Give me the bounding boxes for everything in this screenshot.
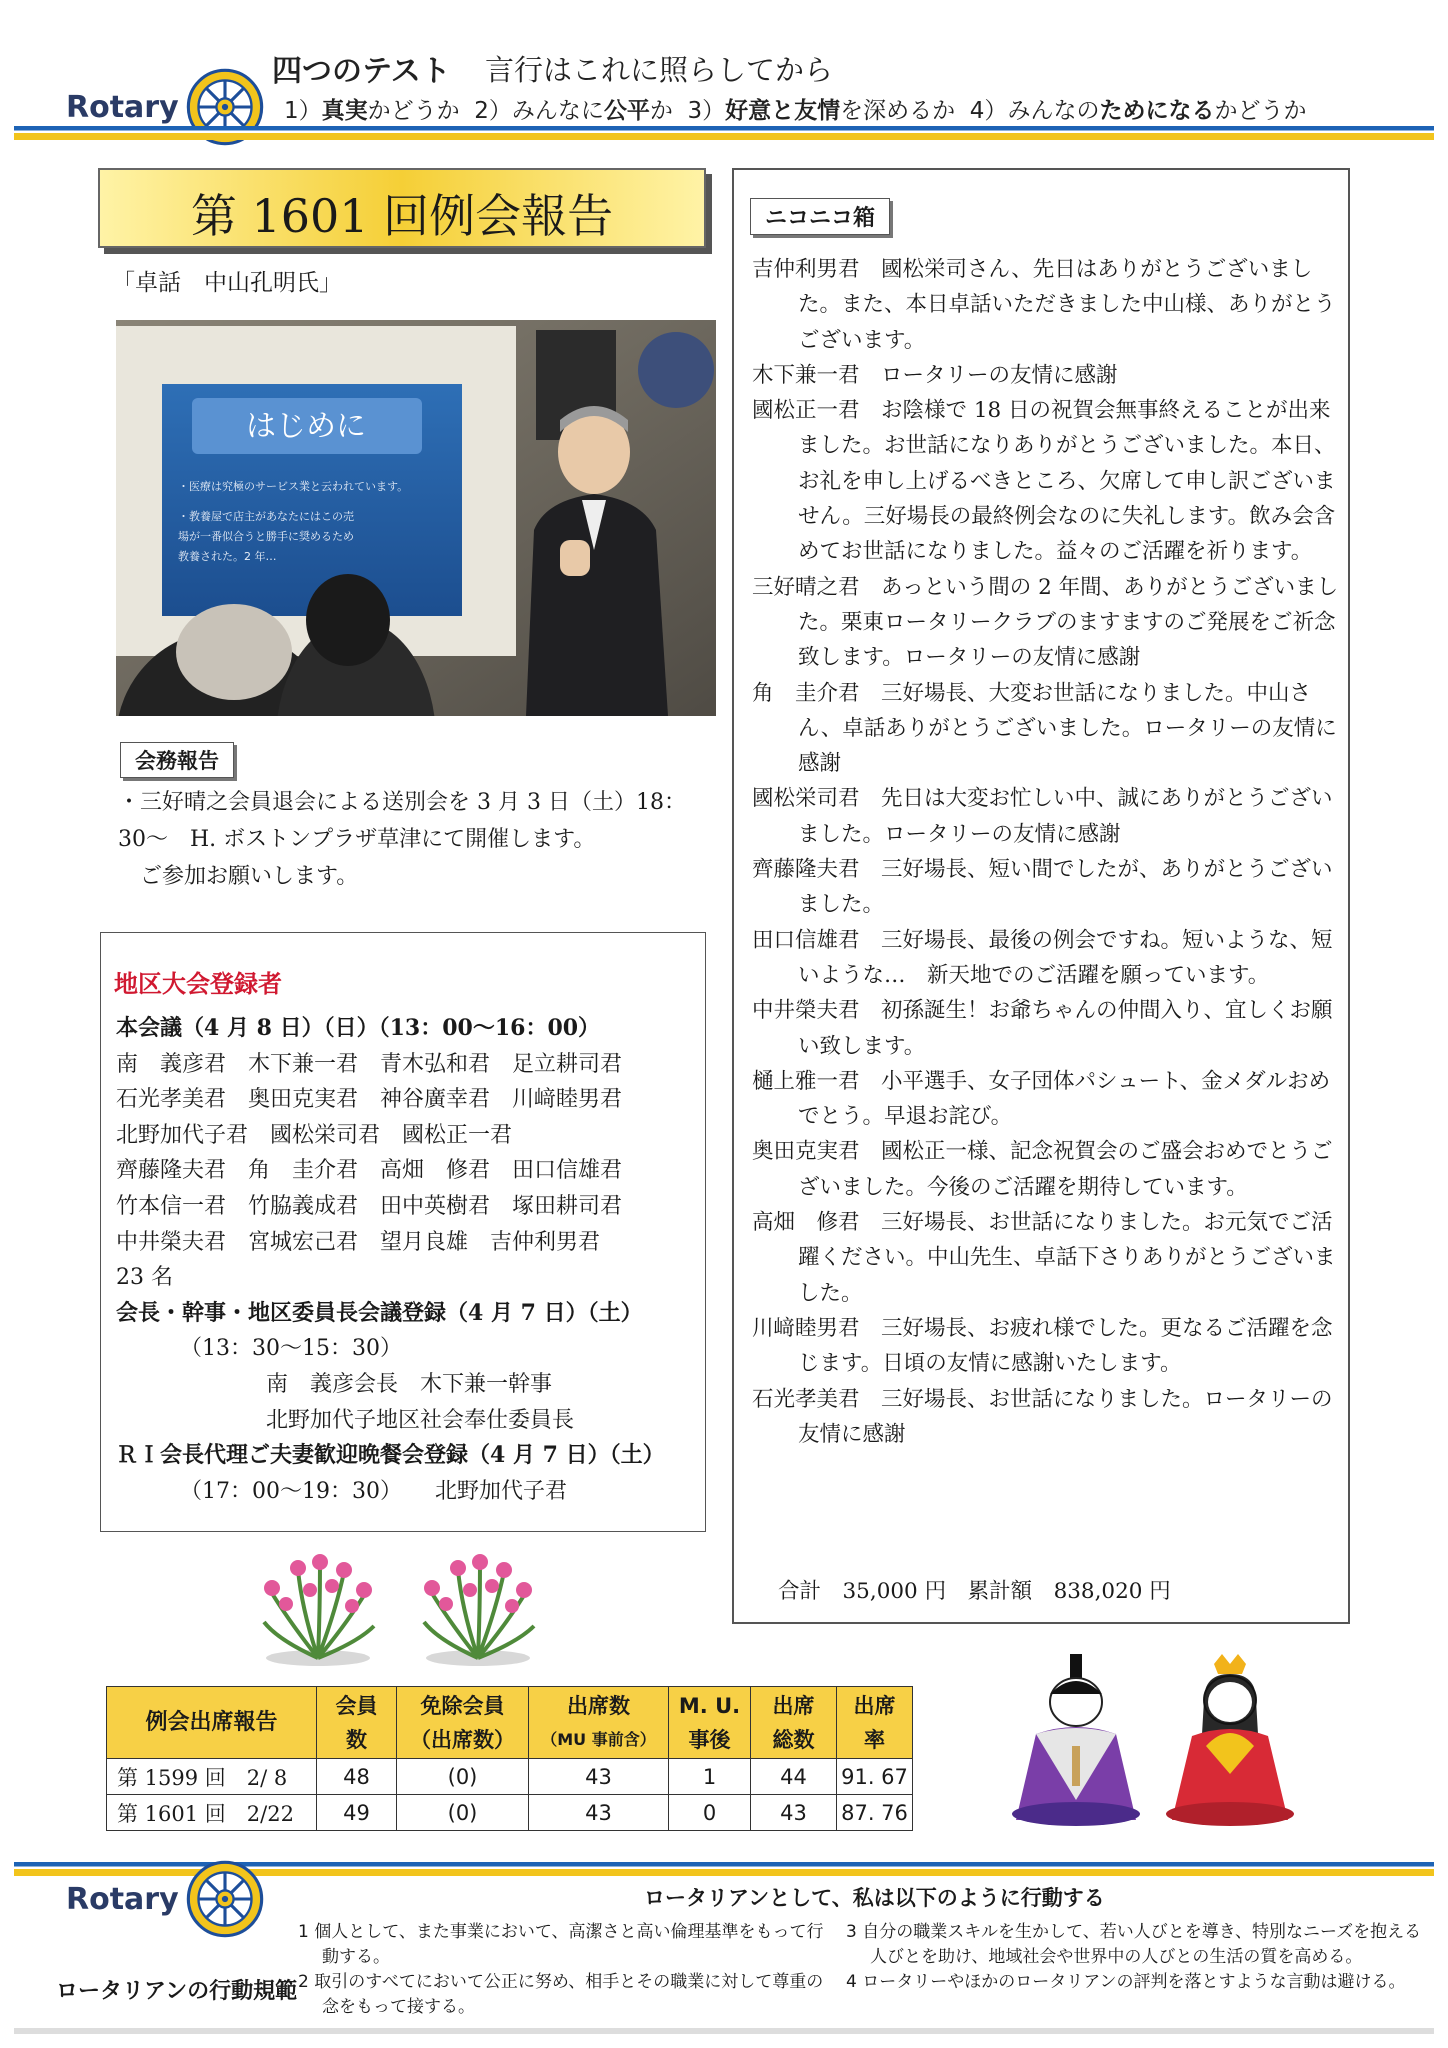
registration-line: （17：00～19：30） 北野加代子君 [180,1478,567,1504]
business-report-text [118,784,718,895]
list-item: 齊藤隆夫君 三好場長、短い間でしたが、ありがとうございました。 [752,857,1333,918]
slide-title: はじめに [246,409,366,444]
business-report-label: 会務報告 [120,742,234,778]
registration-line: 北野加代子地区社会奉仕委員長 [266,1407,575,1433]
registration-line: 北野加代子君 國松栄司君 國松正一君 [116,1122,513,1148]
registration-heading: 本会議（4 月 8 日）（日）（13：00～16：00） [116,1015,601,1041]
slide-line-3: 場が一番似合うと勝手に奨めるため [178,530,354,543]
header-members: 会員 数 [317,1687,397,1759]
flower-decoration-icon [258,1550,638,1670]
code-item: 4 ロータリーやほかのロータリアンの評判を落とすような言動は避ける。 [846,1972,1406,1992]
header-mu: M. U. 事後 [669,1687,751,1759]
four-way-test-list: 1）真実かどうか 2）みんなに公平か 3）好意と友情を深めるか 4）みんなのためになるかどうか [284,98,1307,124]
registration-line: 竹本信一君 竹脇義成君 田中英樹君 塚田耕司君 [116,1193,623,1219]
business-line: 30～ H. ボストンプラザ草津にて開催します。 [118,827,596,852]
registration-heading: ＲＩ会長代理ご夫妻歓迎晩餐会登録（4 月 7 日）（土） [116,1442,665,1469]
list-item: 田口信雄君 三好場長、最後の例会ですね。短いような、短いような… 新天地でのご活躍を願っています。 [752,927,1333,988]
four-way-test-title: 四つのテスト [272,54,451,89]
registration-line: 23 名 [116,1265,173,1291]
report-title-box [98,168,706,248]
registration-line: 齊藤隆夫君 角 圭介君 高畑 修君 田口信雄君 [116,1158,623,1184]
table-row: 第 1599 回 2/ 8 48 (0) 43 1 44 91. 67 [107,1759,913,1795]
list-item: 川﨑睦男君 三好場長、お疲れ様でした。更なるご活躍を念じます。日頃の友情に感謝いたします。 [752,1315,1333,1377]
list-item: 樋上雅一君 小平選手、女子団体パシュート、金メダルおめでとう。早退お詫び。 [752,1068,1331,1130]
list-item: 高畑 修君 三好場長、お世話になりました。お元気でご活躍ください。中山先生、卓話下さりありがとうございました。 [752,1210,1336,1306]
registration-line: 南 義彦君 木下兼一君 青木弘和君 足立耕司君 [116,1051,623,1077]
niconico-label: ニコニコ箱 [750,198,890,235]
list-item: 石光孝美君 三好場長、お世話になりました。ロータリーの友情に感謝 [752,1386,1333,1447]
header-stripe [14,126,1434,140]
list-item: 木下兼一君 ロータリーの友情に感謝 [752,362,1118,388]
speaker-photo [116,320,716,716]
slide-line-2: ・教養屋で店主があなたにはこの売 [178,510,354,523]
attendance-table [106,1686,913,1831]
attendance-header: 例会出席報告 [107,1687,317,1759]
speech-caption: 「卓話 中山孔明氏」 [112,270,342,296]
header-exempt: 免除会員 （出席数） [397,1687,529,1759]
footer-rotary-wheel-icon [186,1860,264,1938]
code-item: 3 自分の職業スキルを生かして、若い人びとを導き、特別なニーズを抱える人びとを助け、地域社会や世界中の人びとの生活の質を高める。 [846,1922,1422,1967]
list-item: 吉仲利男君 國松栄司さん、先日はありがとうございました。また、本日卓話いただきました中山様、ありがとうございます。 [752,257,1336,353]
code-right-column [846,1920,1426,1995]
header-attendance: 出席数 （MU 事前含） [529,1687,669,1759]
business-line: ・三好晴之会員退会による送別会を 3 月 3 日（土）18： [118,790,686,815]
registration-line: 南 義彦会長 木下兼一幹事 [266,1371,553,1397]
registration-line: （13：30～15：30） [180,1336,402,1362]
bottom-rule [14,2028,1434,2034]
slide-line-1: ・医療は究極のサービス業と云われています。 [178,480,409,493]
niconico-total: 合計 35,000 円 累計額 838,020 円 [778,1579,1171,1604]
list-item: 中井榮夫君 初孫誕生！お爺ちゃんの仲間入り、宜しくお願い致します。 [752,998,1333,1059]
report-title: 第 1601 回例会報告 [190,189,614,243]
code-item: 2 取引のすべてにおいて公正に努め、相手とその職業に対して尊重の念をもって接する。 [298,1972,824,2017]
header-total: 出席 総数 [751,1687,837,1759]
slide-line-4: 教養された。2 年… [178,550,277,563]
table-row: 第 1601 回 2/22 49 (0) 43 0 43 87. 76 [107,1795,913,1831]
business-line: ご参加お願いします。 [118,864,359,889]
presentation-scene-image [116,320,716,716]
code-left-column [298,1920,828,2020]
list-item: 奥田克実君 國松正一様、記念祝賀会のご盛会おめでとうございました。今後のご活躍を期待しています。 [752,1139,1333,1200]
header-rate: 出席 率 [837,1687,913,1759]
code-of-conduct-title: ロータリアンとして、私は以下のように行動する [644,1886,1105,1910]
four-way-test-subtitle: 言行はこれに照らしてから [485,53,834,87]
rotary-logo-text: Rotary [66,90,179,125]
list-item: 三好晴之君 あっという間の 2 年間、ありがとうございました。栗東ロータリークラブのますますのご発展をご祈念致します。ロータリーの友情に感謝 [752,574,1339,671]
registration-line: 石光孝美君 奥田克実君 神谷廣幸君 川﨑睦男君 [116,1087,623,1113]
niconico-list [752,252,1342,1452]
registration-heading: 会長・幹事・地区委員長会議登録（4 月 7 日）（土） [116,1299,643,1326]
footer-rotary-text: Rotary [66,1882,179,1917]
hina-dolls-icon [996,1650,1316,1830]
code-item: 1 個人として、また事業において、高潔さと高い倫理基準をもって行動する。 [298,1922,824,1967]
registration-list [116,1011,706,1509]
registration-title: 地区大会登録者 [114,970,282,998]
code-of-conduct-label: ロータリアンの行動規範 [56,1979,298,2004]
registration-line: 中井榮夫君 宮城宏己君 望月良雄 吉仲利男君 [116,1229,601,1255]
list-item: 角 圭介君 三好場長、大変お世話になりました。中山さん、卓話ありがとうございました。ロータリーの友情に感謝 [752,680,1337,777]
list-item: 國松栄司君 先日は大変お忙しい中、誠にありがとうございました。ロータリーの友情に感謝 [752,786,1333,847]
list-item: 國松正一君 お陰様で 18 日の祝賀会無事終えることが出来ました。お世話になりありがとうございました。本日、お礼を申し上げるべきところ、欠席して申し訳ございません。三好場長の最終例会なのに失礼します。飲み会含めてお世話になりました。益々のご活躍を祈ります。 [752,398,1336,565]
